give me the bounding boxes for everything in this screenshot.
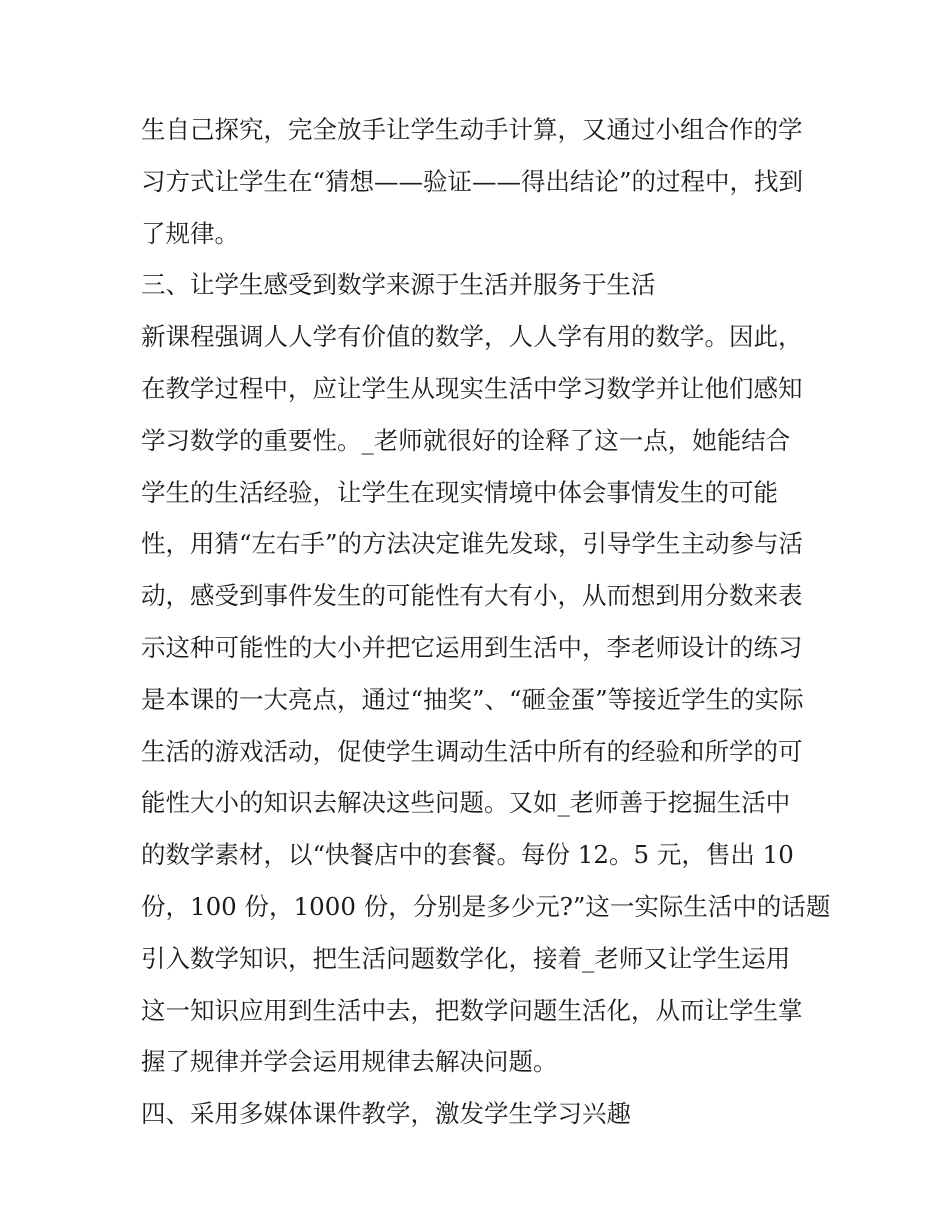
paragraph-line: 学生的生活经验，让学生在现实情境中体会事情发生的可能 (141, 477, 778, 507)
paragraph-line: 示这种可能性的大小并把它运用到生活中，李老师设计的练习 (141, 632, 803, 662)
paragraph-line: 能性大小的知识去解决这些问题。又如_老师善于挖掘生活中 (141, 788, 791, 818)
paragraph-line: 这一知识应用到生活中去，把数学问题生活化，从而让学生掌 (141, 995, 803, 1025)
paragraph-line: 学习数学的重要性。_老师就很好的诠释了这一点，她能结合 (141, 425, 791, 455)
paragraph-line: 习方式让学生在“猜想——验证——得出结论”的过程中，找到 (141, 166, 804, 196)
paragraph-line: 性，用猜“左右手”的方法决定谁先发球，引导学生主动参与活 (141, 529, 804, 559)
paragraph-line: 引入数学知识，把生活问题数学化，接着_老师又让学生运用 (141, 943, 791, 973)
paragraph-line: 新课程强调人人学有价值的数学，人人学有用的数学。因此， (141, 322, 803, 352)
section-heading-4: 四、采用多媒体课件教学，激发学生学习兴趣 (141, 1099, 631, 1129)
paragraph-line: 是本课的一大亮点，通过“抽奖”、“砸金蛋”等接近学生的实际 (141, 684, 804, 714)
document-body (141, 104, 831, 1140)
paragraph-line: 握了规律并学会运用规律去解决问题。 (141, 1047, 558, 1077)
paragraph-line: 动，感受到事件发生的可能性有大有小，从而想到用分数来表 (141, 581, 803, 611)
paragraph-line: 生自己探究，完全放手让学生动手计算，又通过小组合作的学 (141, 115, 803, 144)
paragraph-line: 的数学素材，以“快餐店中的套餐。每份 12。5 元，售出 10 (141, 840, 794, 870)
paragraph-line: 生活的游戏活动，促使学生调动生活中所有的经验和所学的可 (141, 736, 803, 766)
paragraph-line: 了规律。 (141, 218, 239, 248)
paragraph-line: 在教学过程中，应让学生从现实生活中学习数学并让他们感知 (141, 373, 803, 403)
section-heading-3: 三、让学生感受到数学来源于生活并服务于生活 (141, 270, 656, 300)
paragraph-line: 份，100 份，1000 份，分别是多少元?”这一实际生活中的话题 (141, 891, 831, 921)
